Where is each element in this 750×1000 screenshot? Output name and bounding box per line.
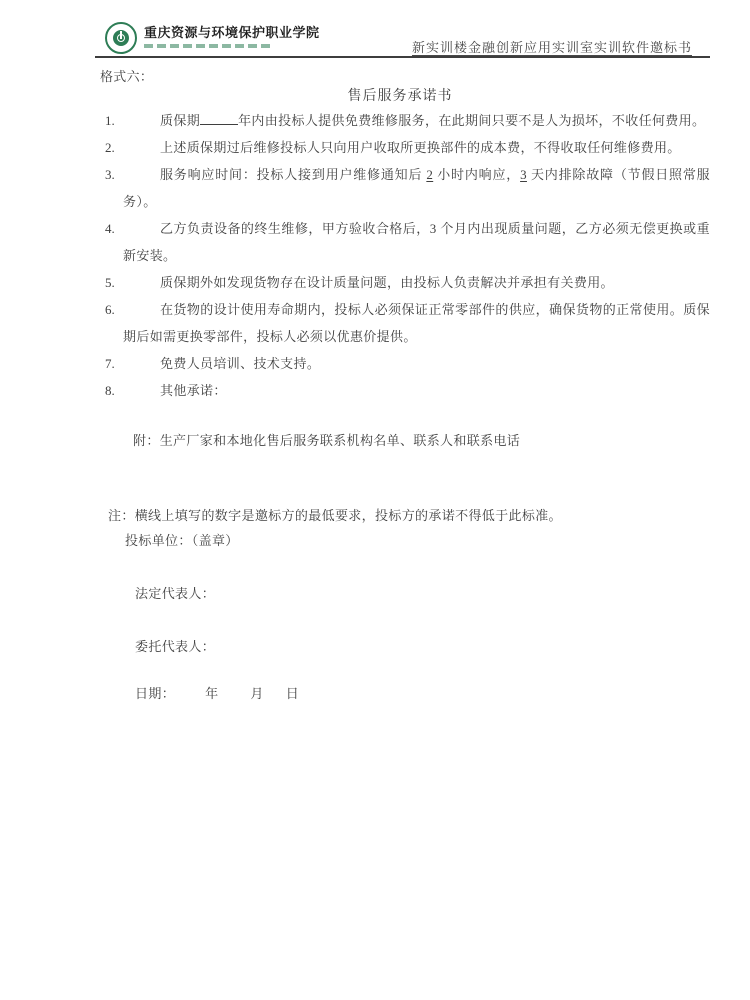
note-line: 注：横线上填写的数字是邀标方的最低要求，投标方的承诺不得低于此标准。 [108,508,562,523]
item-text: 上述质保期过后维修投标人只向用户收取所更换部件的成本费，不得收取任何维修费用。 [160,140,681,155]
list-item [90,215,710,269]
date-label: 日期： [135,686,176,701]
item-text: 在货物的设计使用寿命期内，投标人必须保证正常零部件的供应，确保货物的正常使用。质保期后如需更换零部件，投标人必须以优惠价提供。 [123,302,710,344]
item-text: 乙方负责设备的终生维修，甲方验收合格后，3 个月内出现质量问题，乙方必须无偿更换或重新安装。 [123,221,710,263]
college-logo [105,22,320,54]
item-number: 3. [105,167,115,182]
document-header-title: 新实训楼金融创新应用实训室实训软件邀标书 [411,40,692,55]
header-divider-line [95,56,710,58]
item-text: 质保期外如发现货物存在设计质量问题，由投标人负责解决并承担有关费用。 [160,275,614,290]
date-year-label: 年 [205,686,219,701]
item-text: 免费人员培训、技术支持。 [160,356,321,371]
item-number: 4. [105,221,115,236]
list-item [90,269,710,296]
format-label: 格式六： [100,69,154,84]
item-number: 1. [105,113,115,128]
list-item [90,350,710,377]
list-item [90,134,710,161]
item-number: 7. [105,356,115,371]
college-name: 重庆资源与环境保护职业学院 [144,25,320,40]
item-text: 服务响应时间：投标人接到用户维修通知后 2 小时内响应，3 天内排除故障（节假日照常服务）。 [123,167,711,209]
item-text: 质保期 年内由投标人提供免费维修服务，在此期间只要不是人为损坏，不收任何费用。 [160,113,706,128]
attachment-line: 附：生产厂家和本地化售后服务联系机构名单、联系人和联系电话 [133,433,521,448]
legal-representative-line: 法定代表人： [135,586,216,601]
item-number: 8. [105,383,115,398]
item-text: 其他承诺： [160,383,227,398]
list-item [90,296,710,350]
bidder-unit-line: 投标单位：（盖章） [125,533,239,548]
list-item [90,107,710,134]
page-title: 售后服务承诺书 [347,89,453,104]
date-day-label: 日 [285,686,300,701]
list-item [90,161,710,215]
entrusted-representative-line: 委托代表人： [135,639,216,654]
college-seal-stem [120,31,122,39]
date-month-label: 月 [250,686,264,701]
college-logo-text [144,22,320,48]
date-line [135,683,299,702]
commitment-list [90,107,710,404]
item-number: 5. [105,275,115,290]
college-english-name-illegible [144,44,272,48]
list-item [90,377,710,404]
college-seal-icon [105,22,137,54]
item-number: 2. [105,140,115,155]
item-number: 6. [105,302,115,317]
